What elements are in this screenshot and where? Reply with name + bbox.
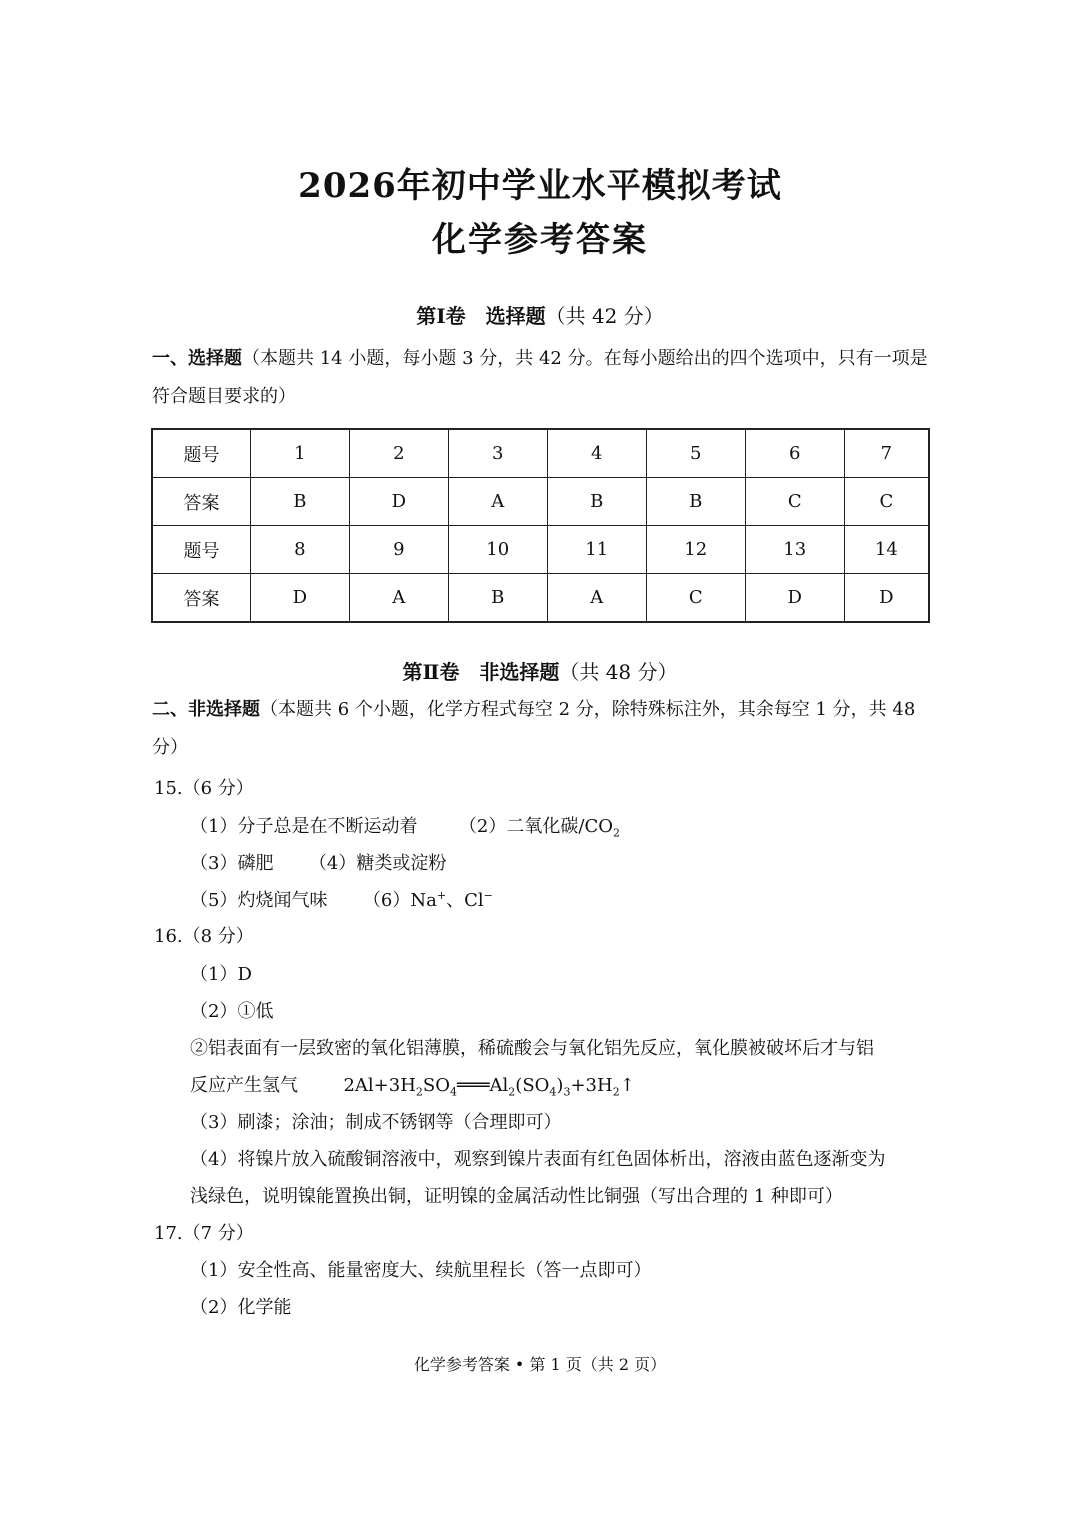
- part1-intro-bold: 一、选择题: [152, 348, 242, 369]
- q17-heading: 17.（7 分）: [154, 1223, 254, 1244]
- table-cell: B: [547, 478, 646, 526]
- q16-a3: （3）刷漆；涂油；制成不锈钢等（合理即可）: [190, 1112, 562, 1133]
- table-cell: 9: [349, 526, 448, 574]
- table-cell: 8: [250, 526, 349, 574]
- q15-a2: （2）二氧化碳$/CO_2$: [458, 816, 620, 840]
- table-row: [152, 574, 929, 623]
- page-footer: 化学参考答案 • 第 1 页（共 2 页）: [413, 1355, 667, 1374]
- q15-a5: （5）灼烧闻气味: [190, 890, 328, 911]
- table-row-label: 题号: [152, 526, 250, 574]
- q16-a2: （2）①低: [190, 1001, 274, 1022]
- part2-heading-bold: 第Ⅱ卷 非选择题: [402, 660, 560, 684]
- q17-a1: （1）安全性高、能量密度大、续航里程长（答一点即可）: [190, 1260, 652, 1281]
- table-cell: B: [646, 478, 745, 526]
- table-cell: 3: [448, 429, 547, 478]
- table-cell: 7: [844, 429, 929, 478]
- q15-a1: （1）分子总是在不断运动着: [190, 816, 418, 837]
- table-row-label: 题号: [152, 429, 250, 478]
- table-cell: A: [349, 574, 448, 623]
- q16-equation: $2Al+3H_2SO_4═══Al_2(SO_4)_3+3H_2↑$: [343, 1075, 635, 1099]
- part1-heading: [0, 300, 1080, 329]
- table-cell: D: [349, 478, 448, 526]
- table-row: [152, 478, 929, 526]
- part2-heading: [0, 656, 1080, 685]
- table-cell: 6: [745, 429, 844, 478]
- q16-a1: （1）D: [190, 964, 252, 985]
- table-cell: C: [745, 478, 844, 526]
- exam-subtitle: 化学参考答案: [432, 220, 648, 260]
- table-cell: 13: [745, 526, 844, 574]
- q16-a4-line1: （4）将镍片放入硫酸铜溶液中，观察到镍片表面有红色固体析出，溶液由蓝色逐渐变为: [190, 1149, 886, 1170]
- q15-row3: [190, 886, 493, 912]
- q15-row2: [190, 849, 446, 875]
- table-row: [152, 526, 929, 574]
- table-cell: D: [745, 574, 844, 623]
- q16-heading: 16.（8 分）: [154, 926, 254, 947]
- table-cell: B: [250, 478, 349, 526]
- table-row-label: 答案: [152, 478, 250, 526]
- table-cell: A: [547, 574, 646, 623]
- table-row: [152, 429, 929, 478]
- table-cell: 12: [646, 526, 745, 574]
- q16-a4-line2: 浅绿色，说明镍能置换出铜，证明镍的金属活动性比铜强（写出合理的 1 种即可）: [190, 1186, 843, 1207]
- part1-heading-rest: （共 42 分）: [545, 304, 664, 328]
- table-cell: 2: [349, 429, 448, 478]
- table-cell: 1: [250, 429, 349, 478]
- table-cell: 5: [646, 429, 745, 478]
- table-row-label: 答案: [152, 574, 250, 623]
- table-cell: C: [646, 574, 745, 623]
- table-cell: 11: [547, 526, 646, 574]
- part2-intro-rest: （本题共 6 个小题，化学方程式每空 2 分，除特殊标注外，其余每空 1 分，共 48 分）: [152, 699, 916, 758]
- table-cell: 10: [448, 526, 547, 574]
- q15-heading: 15.（6 分）: [154, 778, 254, 799]
- part2-heading-rest: （共 48 分）: [559, 660, 678, 684]
- answer-table: [151, 428, 930, 623]
- part1-intro-rest: （本题共 14 小题，每小题 3 分，共 42 分。在每小题给出的四个选项中，只有一项是符合题目要求的）: [152, 348, 928, 407]
- q16-a2b-line2: 反应产生氢气 $2Al+3H_2SO_4═══Al_2(SO_4)_3+3H_2↑$: [190, 1075, 635, 1099]
- part2-intro-bold: 二、非选择题: [152, 699, 260, 720]
- part1-intro: [152, 340, 930, 416]
- q15-a6: （6）Na+、Cl−: [362, 889, 493, 911]
- q15-row1: [190, 812, 620, 840]
- q16-a2b-line1: ②铝表面有一层致密的氧化铝薄膜，稀硫酸会与氧化铝先反应，氧化膜被破坏后才与铝: [190, 1038, 874, 1059]
- q15-a3: （3）磷肥: [190, 853, 274, 874]
- q15-a4: （4）糖类或淀粉: [308, 853, 447, 874]
- part1-heading-bold: 第Ⅰ卷 选择题: [416, 304, 546, 328]
- table-cell: A: [448, 478, 547, 526]
- exam-title: 2026年初中学业水平模拟考试: [298, 166, 782, 206]
- table-cell: B: [448, 574, 547, 623]
- q17-a2: （2）化学能: [190, 1297, 292, 1318]
- table-cell: D: [844, 574, 929, 623]
- part2-intro: [152, 691, 930, 767]
- table-cell: C: [844, 478, 929, 526]
- table-cell: D: [250, 574, 349, 623]
- table-cell: 14: [844, 526, 929, 574]
- table-cell: 4: [547, 429, 646, 478]
